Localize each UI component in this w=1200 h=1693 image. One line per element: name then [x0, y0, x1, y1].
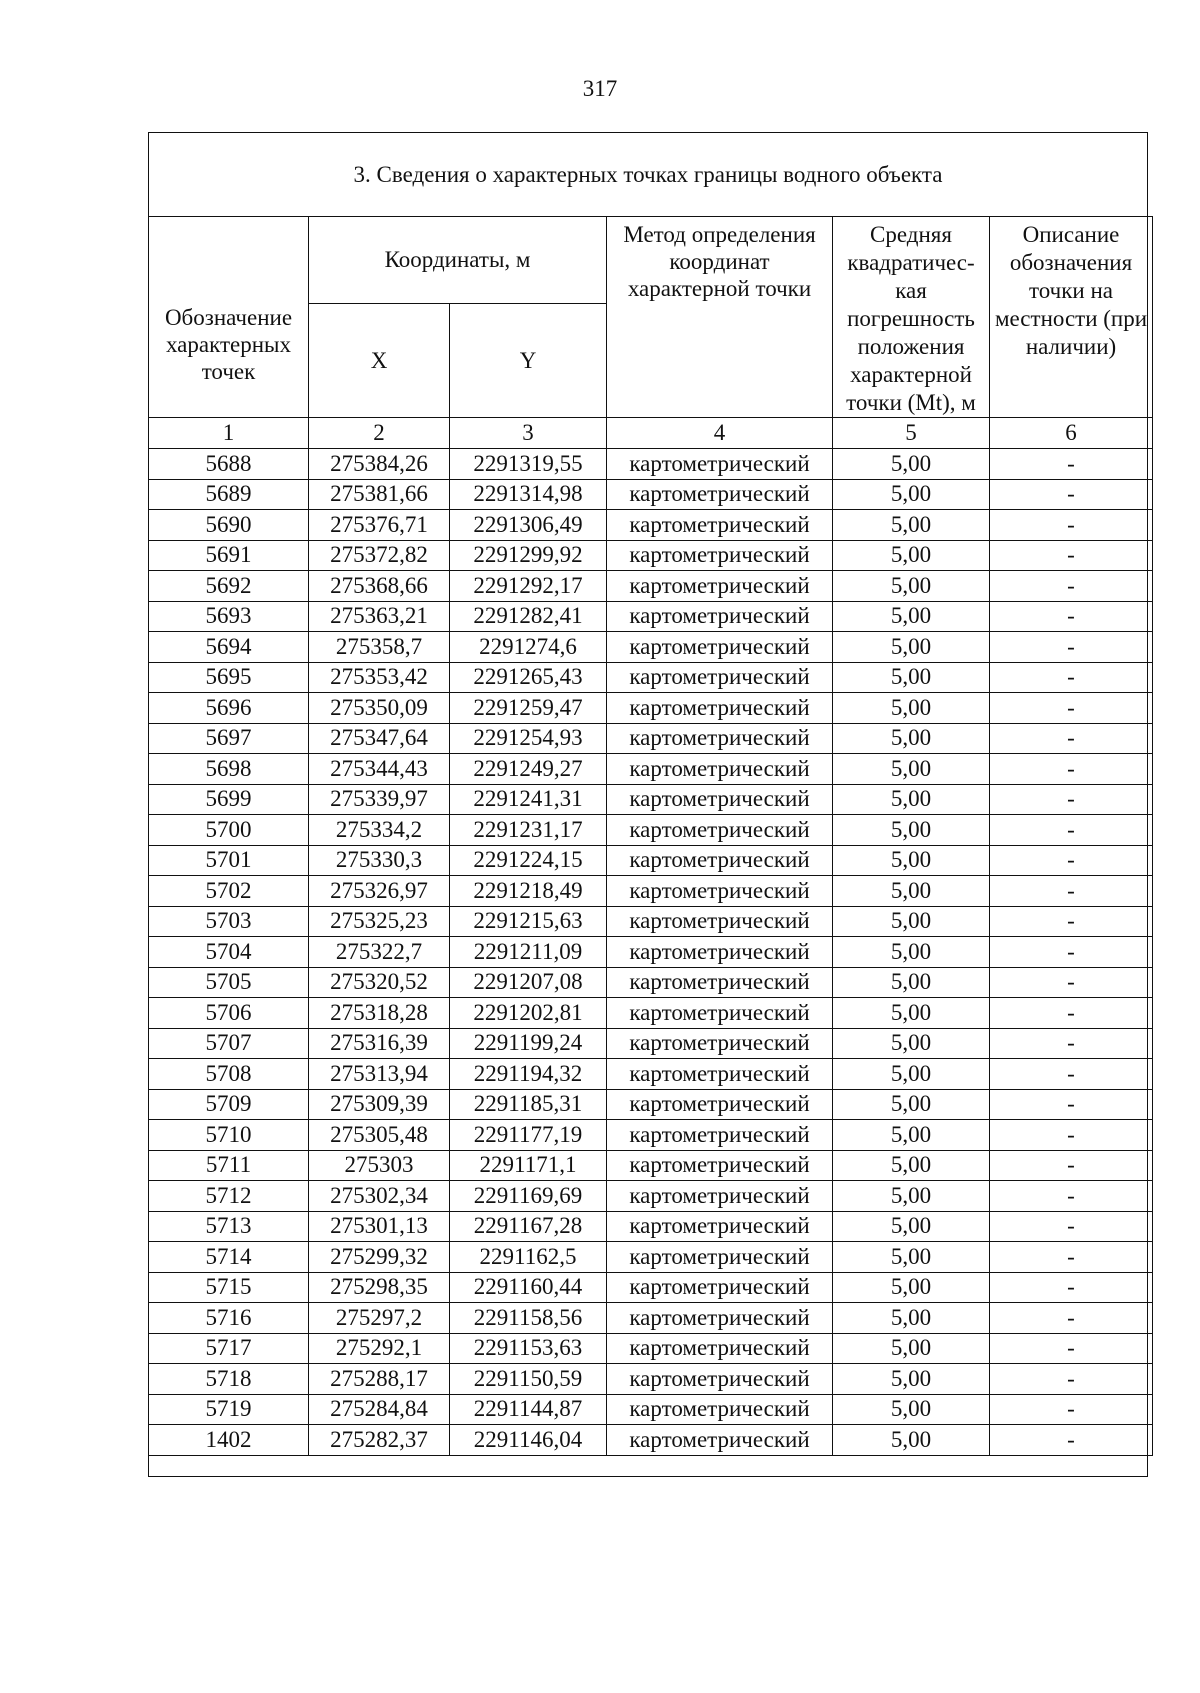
error-cell: 5,00 — [833, 1425, 990, 1456]
error-cell: 5,00 — [833, 1150, 990, 1181]
coordinate-y-cell: 2291265,43 — [450, 662, 607, 693]
coordinate-x-cell: 275313,94 — [309, 1059, 450, 1090]
method-cell: картометрический — [607, 1150, 833, 1181]
error-cell: 5,00 — [833, 449, 990, 480]
error-cell: 5,00 — [833, 845, 990, 876]
error-cell: 5,00 — [833, 693, 990, 724]
point-designation-cell: 1402 — [149, 1425, 309, 1456]
coordinate-y-cell: 2291185,31 — [450, 1089, 607, 1120]
table-row — [149, 815, 1153, 846]
table-row — [149, 1120, 1153, 1151]
method-cell: картометрический — [607, 1120, 833, 1151]
column-number: 1 — [149, 418, 309, 449]
coordinate-y-cell: 2291177,19 — [450, 1120, 607, 1151]
description-cell: - — [990, 449, 1153, 480]
table-row — [149, 662, 1153, 693]
coordinate-x-cell: 275322,7 — [309, 937, 450, 968]
coordinate-y-cell: 2291314,98 — [450, 479, 607, 510]
coordinate-x-cell: 275316,39 — [309, 1028, 450, 1059]
point-designation-cell: 5710 — [149, 1120, 309, 1151]
page-number: 317 — [582, 76, 618, 101]
method-cell: картометрический — [607, 510, 833, 541]
coordinate-y-cell: 2291241,31 — [450, 784, 607, 815]
description-cell: - — [990, 967, 1153, 998]
point-designation-cell: 5693 — [149, 601, 309, 632]
coordinate-x-cell: 275303 — [309, 1150, 450, 1181]
table-body — [149, 449, 1153, 1456]
error-cell: 5,00 — [833, 601, 990, 632]
boundary-points-table — [148, 216, 1153, 1456]
coordinate-x-cell: 275350,09 — [309, 693, 450, 724]
table-row — [149, 693, 1153, 724]
method-cell: картометрический — [607, 1272, 833, 1303]
point-designation-cell: 5700 — [149, 815, 309, 846]
header-description: Описание обозначения точки на местности (при наличии) — [990, 217, 1153, 418]
description-cell: - — [990, 571, 1153, 602]
method-cell: картометрический — [607, 723, 833, 754]
point-designation-cell: 5698 — [149, 754, 309, 785]
coordinate-x-cell: 275292,1 — [309, 1333, 450, 1364]
table-row — [149, 1425, 1153, 1456]
coordinate-y-cell: 2291167,28 — [450, 1211, 607, 1242]
coordinate-y-cell: 2291146,04 — [450, 1425, 607, 1456]
point-designation-cell: 5688 — [149, 449, 309, 480]
description-cell: - — [990, 1242, 1153, 1273]
coordinate-x-cell: 275368,66 — [309, 571, 450, 602]
error-cell: 5,00 — [833, 1272, 990, 1303]
coordinate-y-cell: 2291299,92 — [450, 540, 607, 571]
table-row — [149, 1089, 1153, 1120]
description-cell: - — [990, 1120, 1153, 1151]
coordinate-y-cell: 2291259,47 — [450, 693, 607, 724]
error-cell: 5,00 — [833, 1364, 990, 1395]
error-cell: 5,00 — [833, 662, 990, 693]
coordinate-y-cell: 2291158,56 — [450, 1303, 607, 1334]
table-row — [149, 1364, 1153, 1395]
coordinate-x-cell: 275326,97 — [309, 876, 450, 907]
table-row — [149, 540, 1153, 571]
error-cell: 5,00 — [833, 1394, 990, 1425]
description-cell: - — [990, 540, 1153, 571]
coordinate-y-cell: 2291254,93 — [450, 723, 607, 754]
description-cell: - — [990, 1364, 1153, 1395]
description-cell: - — [990, 632, 1153, 663]
point-designation-cell: 5712 — [149, 1181, 309, 1212]
coordinate-x-cell: 275358,7 — [309, 632, 450, 663]
coordinate-y-cell: 2291162,5 — [450, 1242, 607, 1273]
point-designation-cell: 5691 — [149, 540, 309, 571]
method-cell: картометрический — [607, 1211, 833, 1242]
table-row — [149, 845, 1153, 876]
table-row — [149, 754, 1153, 785]
description-cell: - — [990, 1425, 1153, 1456]
point-designation-cell: 5692 — [149, 571, 309, 602]
header-error: Средняя квадратичес-кая погрешность положения характерной точки (Mt), м — [833, 217, 990, 418]
description-cell: - — [990, 1211, 1153, 1242]
coordinate-y-cell: 2291215,63 — [450, 906, 607, 937]
header-x: X — [309, 303, 450, 417]
description-cell: - — [990, 1089, 1153, 1120]
point-designation-cell: 5719 — [149, 1394, 309, 1425]
point-designation-cell: 5705 — [149, 967, 309, 998]
coordinate-x-cell: 275302,34 — [309, 1181, 450, 1212]
method-cell: картометрический — [607, 1364, 833, 1395]
coordinate-y-cell: 2291319,55 — [450, 449, 607, 480]
method-cell: картометрический — [607, 845, 833, 876]
method-cell: картометрический — [607, 1303, 833, 1334]
table-row — [149, 601, 1153, 632]
point-designation-cell: 5704 — [149, 937, 309, 968]
description-cell: - — [990, 845, 1153, 876]
table-row — [149, 906, 1153, 937]
method-cell: картометрический — [607, 906, 833, 937]
column-number: 4 — [607, 418, 833, 449]
coordinate-x-cell: 275381,66 — [309, 479, 450, 510]
coordinate-x-cell: 275339,97 — [309, 784, 450, 815]
column-number: 5 — [833, 418, 990, 449]
description-cell: - — [990, 601, 1153, 632]
point-designation-cell: 5711 — [149, 1150, 309, 1181]
coordinate-x-cell: 275363,21 — [309, 601, 450, 632]
error-cell: 5,00 — [833, 510, 990, 541]
coordinate-x-cell: 275330,3 — [309, 845, 450, 876]
method-cell: картометрический — [607, 1394, 833, 1425]
column-number: 6 — [990, 418, 1153, 449]
table-row — [149, 1181, 1153, 1212]
description-cell: - — [990, 754, 1153, 785]
description-cell: - — [990, 1272, 1153, 1303]
point-designation-cell: 5697 — [149, 723, 309, 754]
description-cell: - — [990, 998, 1153, 1029]
error-cell: 5,00 — [833, 571, 990, 602]
point-designation-cell: 5696 — [149, 693, 309, 724]
point-designation-cell: 5718 — [149, 1364, 309, 1395]
description-cell: - — [990, 693, 1153, 724]
coordinate-y-cell: 2291224,15 — [450, 845, 607, 876]
description-cell: - — [990, 510, 1153, 541]
table-row — [149, 571, 1153, 602]
point-designation-cell: 5702 — [149, 876, 309, 907]
error-cell: 5,00 — [833, 479, 990, 510]
method-cell: картометрический — [607, 1242, 833, 1273]
method-cell: картометрический — [607, 1089, 833, 1120]
method-cell: картометрический — [607, 540, 833, 571]
table-row — [149, 1272, 1153, 1303]
error-cell: 5,00 — [833, 967, 990, 998]
header-coordinates: Координаты, м — [309, 217, 607, 304]
error-cell: 5,00 — [833, 1089, 990, 1120]
error-cell: 5,00 — [833, 540, 990, 571]
method-cell: картометрический — [607, 815, 833, 846]
point-designation-cell: 5690 — [149, 510, 309, 541]
coordinate-x-cell: 275298,35 — [309, 1272, 450, 1303]
error-cell: 5,00 — [833, 1059, 990, 1090]
method-cell: картометрический — [607, 632, 833, 663]
point-designation-cell: 5714 — [149, 1242, 309, 1273]
error-cell: 5,00 — [833, 998, 990, 1029]
point-designation-cell: 5695 — [149, 662, 309, 693]
table-row — [149, 723, 1153, 754]
coordinate-y-cell: 2291249,27 — [450, 754, 607, 785]
coordinate-x-cell: 275325,23 — [309, 906, 450, 937]
table-row — [149, 937, 1153, 968]
point-designation-cell: 5689 — [149, 479, 309, 510]
header-designation: Обозначение характерных точек — [149, 217, 309, 418]
description-cell: - — [990, 1028, 1153, 1059]
description-cell: - — [990, 1059, 1153, 1090]
coordinate-x-cell: 275309,39 — [309, 1089, 450, 1120]
table-row — [149, 1394, 1153, 1425]
coordinate-y-cell: 2291218,49 — [450, 876, 607, 907]
table-row — [149, 1211, 1153, 1242]
error-cell: 5,00 — [833, 1303, 990, 1334]
coordinate-x-cell: 275299,32 — [309, 1242, 450, 1273]
error-cell: 5,00 — [833, 937, 990, 968]
coordinate-y-cell: 2291169,69 — [450, 1181, 607, 1212]
table-row — [149, 449, 1153, 480]
method-cell: картометрический — [607, 479, 833, 510]
error-cell: 5,00 — [833, 632, 990, 663]
coordinate-x-cell: 275334,2 — [309, 815, 450, 846]
point-designation-cell: 5716 — [149, 1303, 309, 1334]
error-cell: 5,00 — [833, 1028, 990, 1059]
coordinate-y-cell: 2291194,32 — [450, 1059, 607, 1090]
description-cell: - — [990, 876, 1153, 907]
header-y: Y — [450, 303, 607, 417]
coordinate-x-cell: 275301,13 — [309, 1211, 450, 1242]
coordinate-y-cell: 2291153,63 — [450, 1333, 607, 1364]
header-method: Метод определения координат характерной точки — [607, 217, 833, 418]
error-cell: 5,00 — [833, 876, 990, 907]
coordinate-x-cell: 275344,43 — [309, 754, 450, 785]
error-cell: 5,00 — [833, 784, 990, 815]
point-designation-cell: 5708 — [149, 1059, 309, 1090]
coordinate-x-cell: 275282,37 — [309, 1425, 450, 1456]
error-cell: 5,00 — [833, 1120, 990, 1151]
description-cell: - — [990, 815, 1153, 846]
coordinate-y-cell: 2291306,49 — [450, 510, 607, 541]
point-designation-cell: 5701 — [149, 845, 309, 876]
method-cell: картометрический — [607, 876, 833, 907]
method-cell: картометрический — [607, 571, 833, 602]
coordinate-y-cell: 2291202,81 — [450, 998, 607, 1029]
coordinate-x-cell: 275372,82 — [309, 540, 450, 571]
description-cell: - — [990, 1394, 1153, 1425]
table-row — [149, 1333, 1153, 1364]
method-cell: картометрический — [607, 967, 833, 998]
point-designation-cell: 5713 — [149, 1211, 309, 1242]
column-number: 3 — [450, 418, 607, 449]
method-cell: картометрический — [607, 1028, 833, 1059]
error-cell: 5,00 — [833, 1181, 990, 1212]
method-cell: картометрический — [607, 784, 833, 815]
column-numbers-row — [149, 418, 1153, 449]
point-designation-cell: 5694 — [149, 632, 309, 663]
section-title: 3. Сведения о характерных точках границы водного объекта — [353, 162, 943, 187]
table-row — [149, 479, 1153, 510]
coordinate-y-cell: 2291144,87 — [450, 1394, 607, 1425]
method-cell: картометрический — [607, 998, 833, 1029]
coordinate-y-cell: 2291207,08 — [450, 967, 607, 998]
coordinate-y-cell: 2291160,44 — [450, 1272, 607, 1303]
error-cell: 5,00 — [833, 723, 990, 754]
point-designation-cell: 5717 — [149, 1333, 309, 1364]
method-cell: картометрический — [607, 754, 833, 785]
coordinate-x-cell: 275297,2 — [309, 1303, 450, 1334]
error-cell: 5,00 — [833, 906, 990, 937]
error-cell: 5,00 — [833, 815, 990, 846]
point-designation-cell: 5706 — [149, 998, 309, 1029]
description-cell: - — [990, 662, 1153, 693]
error-cell: 5,00 — [833, 1211, 990, 1242]
description-cell: - — [990, 937, 1153, 968]
coordinate-y-cell: 2291171,1 — [450, 1150, 607, 1181]
method-cell: картометрический — [607, 1059, 833, 1090]
coordinate-x-cell: 275347,64 — [309, 723, 450, 754]
coordinate-y-cell: 2291274,6 — [450, 632, 607, 663]
method-cell: картометрический — [607, 1425, 833, 1456]
coordinate-y-cell: 2291150,59 — [450, 1364, 607, 1395]
coordinate-y-cell: 2291292,17 — [450, 571, 607, 602]
table-row — [149, 998, 1153, 1029]
point-designation-cell: 5715 — [149, 1272, 309, 1303]
table-row — [149, 1242, 1153, 1273]
table-row — [149, 876, 1153, 907]
table-row — [149, 1150, 1153, 1181]
method-cell: картометрический — [607, 601, 833, 632]
description-cell: - — [990, 906, 1153, 937]
method-cell: картометрический — [607, 1181, 833, 1212]
description-cell: - — [990, 784, 1153, 815]
error-cell: 5,00 — [833, 1242, 990, 1273]
table-row — [149, 510, 1153, 541]
error-cell: 5,00 — [833, 1333, 990, 1364]
coordinate-x-cell: 275384,26 — [309, 449, 450, 480]
description-cell: - — [990, 1181, 1153, 1212]
coordinate-x-cell: 275284,84 — [309, 1394, 450, 1425]
point-designation-cell: 5707 — [149, 1028, 309, 1059]
description-cell: - — [990, 479, 1153, 510]
coordinate-x-cell: 275288,17 — [309, 1364, 450, 1395]
point-designation-cell: 5709 — [149, 1089, 309, 1120]
coordinate-y-cell: 2291211,09 — [450, 937, 607, 968]
table-row — [149, 1059, 1153, 1090]
coordinate-x-cell: 275320,52 — [309, 967, 450, 998]
method-cell: картометрический — [607, 693, 833, 724]
description-cell: - — [990, 1333, 1153, 1364]
error-cell: 5,00 — [833, 754, 990, 785]
coordinate-x-cell: 275376,71 — [309, 510, 450, 541]
coordinate-x-cell: 275305,48 — [309, 1120, 450, 1151]
column-number: 2 — [309, 418, 450, 449]
description-cell: - — [990, 723, 1153, 754]
table-row — [149, 784, 1153, 815]
coordinate-y-cell: 2291199,24 — [450, 1028, 607, 1059]
table-row — [149, 632, 1153, 663]
coordinate-x-cell: 275318,28 — [309, 998, 450, 1029]
point-designation-cell: 5699 — [149, 784, 309, 815]
table-row — [149, 967, 1153, 998]
method-cell: картометрический — [607, 449, 833, 480]
coordinate-y-cell: 2291282,41 — [450, 601, 607, 632]
coordinate-x-cell: 275353,42 — [309, 662, 450, 693]
coordinate-y-cell: 2291231,17 — [450, 815, 607, 846]
method-cell: картометрический — [607, 1333, 833, 1364]
method-cell: картометрический — [607, 937, 833, 968]
description-cell: - — [990, 1303, 1153, 1334]
table-row — [149, 1303, 1153, 1334]
description-cell: - — [990, 1150, 1153, 1181]
point-designation-cell: 5703 — [149, 906, 309, 937]
table-row — [149, 1028, 1153, 1059]
method-cell: картометрический — [607, 662, 833, 693]
